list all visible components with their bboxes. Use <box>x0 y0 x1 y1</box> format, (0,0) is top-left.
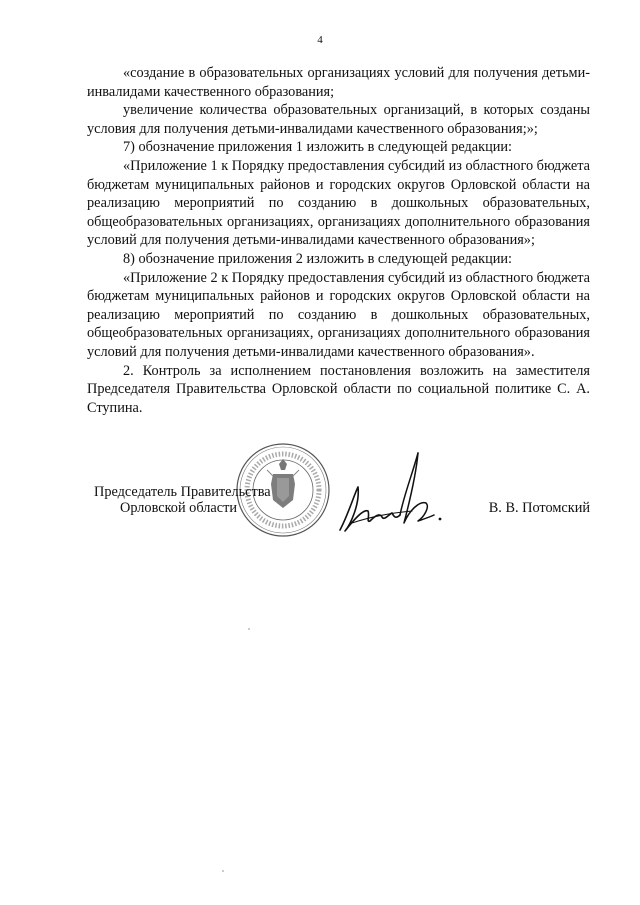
paragraph: 7) обозначение приложения 1 изложить в следующей редакции: <box>123 139 513 156</box>
paragraph: 2. Контроль за исполнением постановления возложить на заместителя Председателя Правительства Орловской области по социальной политике С. А. Ступина. <box>87 362 590 416</box>
scan-speck <box>248 628 250 630</box>
paragraph: увеличение количества образовательных организаций, в которых созданы условия для получения детьми-инвалидами качественного образования;»; <box>87 102 590 137</box>
paragraph: «Приложение 1 к Порядку предоставления субсидий из областного бюджета бюджетам муниципальных районов и городских округов Орловской области на реализацию мероприятий по созданию в дошкольных образовательных, общеобразовательных организациях, организациях дополнительного образования условий для получения детьми-инвалидами качественного образования»; <box>87 157 590 249</box>
page-number: 4 <box>317 34 323 46</box>
signatory-title: Председатель Правительства <box>94 484 271 500</box>
paragraph: «Приложение 2 к Порядку предоставления субсидий из областного бюджета бюджетам муниципальных районов и городских округов Орловской области на реализацию мероприятий по созданию в дошкольных образовательных, общеобразовательных организациях, организациях дополнительного образования условий для получения детьми-инвалидами качественного образования». <box>87 269 590 360</box>
signatory-region: Орловской области <box>120 500 237 516</box>
scan-speck <box>222 870 224 872</box>
paragraph: 8) обозначение приложения 2 изложить в следующей редакции: <box>123 250 513 267</box>
handwritten-signature-icon <box>330 445 445 545</box>
signatory-name: В. В. Потомский <box>488 500 590 516</box>
paragraph: «создание в образовательных организациях условий для получения детьми-инвалидами качественного образования; <box>87 65 590 100</box>
